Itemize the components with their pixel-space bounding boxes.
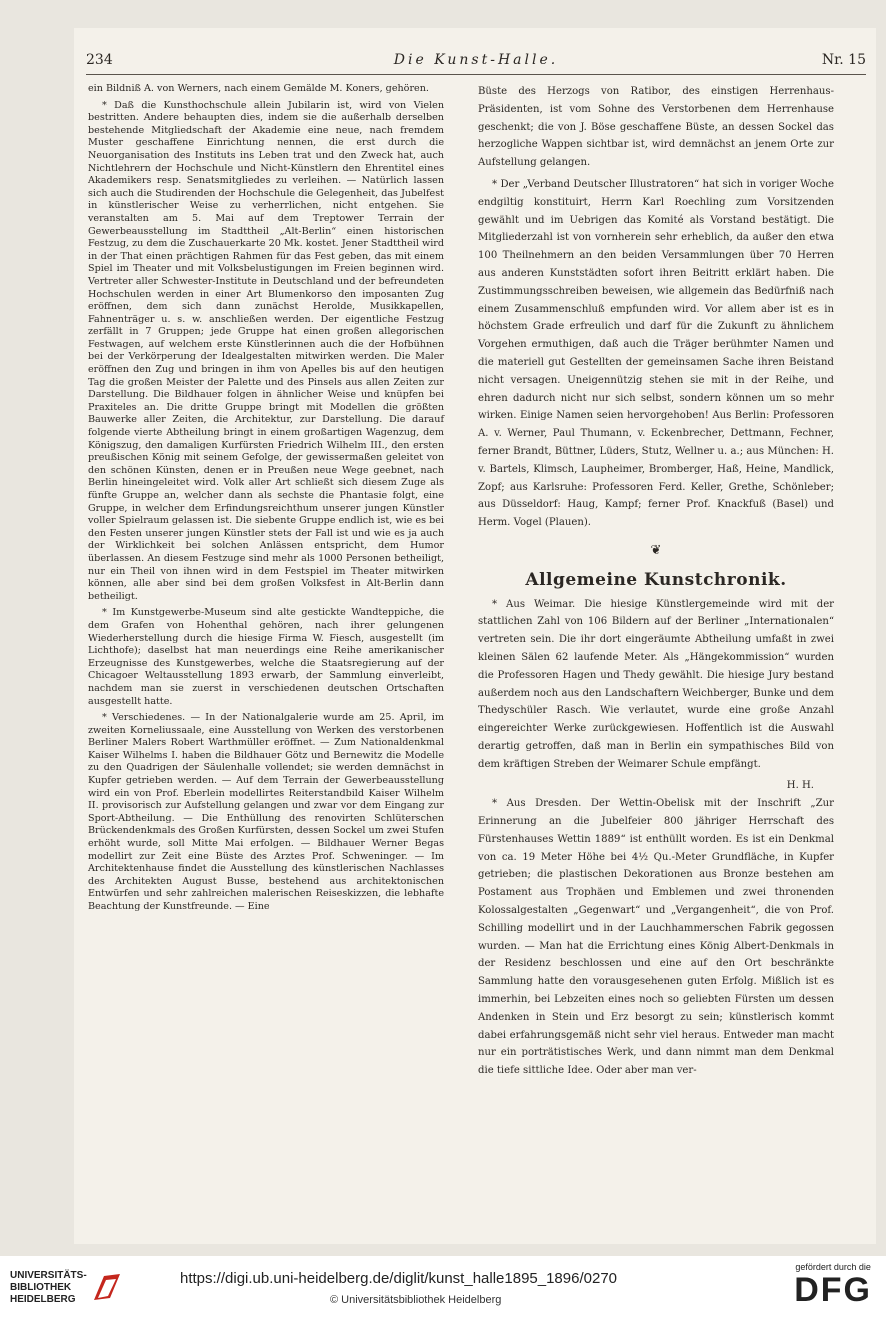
paragraph: ein Bildniß A. von Werners, nach einem Gemälde M. Koners, gehören. [88,83,429,94]
permalink-url[interactable]: https://digi.ub.uni-heidelberg.de/diglit/kunst_halle1895_1896/0270 [180,1270,617,1287]
journal-title: Die Kunst-Halle. [393,52,559,68]
issue-number: Nr. 15 [821,52,866,68]
header-rule [86,74,866,75]
library-logo [10,1270,87,1306]
author-signature: H. H. [786,780,814,792]
dfg-logo [794,1262,872,1308]
paragraph: * Der „Verband Deutscher Illustratoren“ hat sich in voriger Woche endgiltig konstituirt, Herrn Karl Roechling zum Vorsitzenden gewählt und im Uebrigen das Komité als Vorstand bestätigt. Die Mitgliederzahl ist von vornherein sehr erheblich, da außer den etwa 100 Theilnehmern an den beiden Versammlungen über 70 Herren aus anderen Kunststädten sofort ihren Beitritt erklärt haben. Die Zustimmungsschreiben beweisen, wie allgemein das Bedürfniß nach einem Zusammenschluß empfunden wird. Vor allem aber ist es in höchstem Grade erfreulich und darf für die Zukunft zu ähnlichem Vorgehen ermuthigen, daß auch die Träger berühmter Namen und die materiell gut Gestellten der gemeinsamen Sache ihren Beistand nicht versagen. Uneigennützig stehen sie mit in der Reihe, und ehren dadurch nicht nur sich selbst, sondern können um so mehr wirken. Einige Namen seien hervorgehoben! Aus Berlin: Professoren A. v. Werner, Paul Thumann, v. Eckenbrecher, Dettmann, Fechner, ferner Brandt, Büttner, Lüders, Stutz, Wellner u. a.; aus München: H. v. Bartels, Klimsch, Laupheimer, Bromberger, Haß, Heine, Mandlick, Zopf; aus Karlsruhe: Professoren Ferd. Keller, Grethe, Schönleber; aus Düsseldorf: Haug, Kampf; ferner Prof. Knackfuß (Basel) und Herm. Vogel (Plauen). [478,178,834,529]
paragraph: Büste des Herzogs von Ratibor, des einstigen Herrenhaus-Präsidenten, ist vom Sohne des Verstorbenen dem Herrenhause geschenkt; die von J. Böse geschaffene Büste, an dessen Sockel das herzogliche Wappen sichtbar ist, wird demnächst an jenem Orte zur Aufstellung gelangen. [478,86,834,169]
scanned-page [74,28,876,1244]
library-emblem-icon [90,1272,124,1302]
paragraph: * Aus Weimar. Die hiesige Künstlergemeinde wird mit der stattlichen Zahl von 106 Bildern auf der Berliner „Internationalen“ vertreten sein. Die ihr dort eingeräumte Abtheilung umfaßt in zwei kleinen Sälen 62 laufende Meter. Als „Hängekommission“ wurden die Professoren Hagen und Thedy gewählt. Die hiesige Jury bestand außerdem noch aus den Landschaftern Weichberger, Bunke und dem Thedyschüler Rasch. Wie verlautet, wurde eine große Anzahl eingereichter Werke zurückgewiesen. Hoffentlich ist die Auswahl derartig getroffen, daß man in Berlin ein sympathisches Bild von dem kräftigen Streben der Weimarer Schule empfängt. [478,598,834,770]
page-number: 234 [86,52,113,68]
left-column [88,83,444,918]
footer-bar [0,1256,886,1323]
dfg-wordmark: DFG [794,1271,872,1309]
copyright-notice: © Universitätsbibliothek Heidelberg [330,1294,502,1306]
running-header [86,50,866,72]
right-column [478,83,834,1084]
paragraph: * Im Kunstgewerbe-Museum sind alte gestickte Wandteppiche, die dem Grafen von Hohenthal gehören, nach ihrer gelungenen Wiederherstellung durch die hiesige Firma W. Fiesch, ausgestellt (im Lichthofe); daselbst hat man neuerdings eine Reihe amerikanischer Erzeugnisse des Kunstgewerbes, welche die Staatsregierung auf der Chicagoer Weltausstellung 1893 erwarb, der Sammlung einverleibt, nachdem man sie zuerst in verschiedenen deutschen Ortschaften ausgestellt hatte. [88,607,444,707]
library-name-line: BIBLIOTHEK [10,1282,72,1293]
paragraph: * Daß die Kunsthochschule allein Jubilarin ist, wird von Vielen bestritten. Andere behaupten dies, indem sie die außerhalb derselben bestehende Mitgliedschaft der Akademie eine neue, nach fremdem Muster geschaffene Einrichtung nennen, die erst durch die Neuorganisation des Instituts ins Leben trat und den Zweck hat, auch Nichtlehrern der Hochschule und Nicht-Künstlern den Ehrentitel eines Akademikers resp. Senatsmitgliedes zu verleihen. — Natürlich lassen sich auch die Studirenden der Hochschule die Gelegenheit, das Jubelfest in künstlerischer Weise zu verherrlichen, nicht entgehen. Sie veranstalten am 5. Mai auf dem Treptower Terrain der Gewerbeausstellung im Stadttheil „Alt-Berlin“ einen historischen Festzug, zu dem die Zuschauerkarte 20 Mk. kostet. Jener Stadttheil wird in der That einen prächtigen Rahmen für das Fest geben, das mit einem Spiel im Theater und mit Volksbelustigungen im Freien beginnen wird. Vertreter aller Schwester-Institute in Deutschland und der befreundeten Hochschulen werden in einer Art Blumenkorso den imposanten Zug eröffnen, dem sich dann zunächst Herolde, Musikkapellen, Fahnenträger u. s. w. anschließen werden. Der eigentliche Festzug zerfällt in 7 Gruppen; jede Gruppe hat einen großen allegorischen Festwagen, auf welchem erste Künstlerinnen auch die der Hofbühnen bei der Verkörperung der Idealgestalten mitwirken werden. Die Maler eröffnen den Zug und bringen in ihm von Apelles bis auf den heutigen Tag die großen Meister der Palette und des Pinsels aus allen Zeiten zur Darstellung. Die Bildhauer folgen in ähnlicher Weise und knüpfen bei Praxiteles an. Die dritte Gruppe bringt mit Modellen die größten Bauwerke aller Zeiten, die Architektur, zur Darstellung. Die darauf folgende vierte Abtheilung bringt in einem großartigen Wagenzug, dem Königszug, den damaligen Kurfürsten Friedrich Wilhelm III., den ersten preußischen König mit seinem Gefolge, der gewissermaßen geleitet von den schönen Künsten, denen er in Preußen neue Wege geebnet, nach Berlin hineingeleitet wird. Volk aller Art schließt sich diesem Zuge als fünfte Gruppe an, welcher dann als sechste die Phantasie folgt, eine Gruppe, in welcher dem Erfindungsreichthum unserer jungen Künstler voller Spielraum gelassen ist. Die siebente Gruppe endlich ist, wie es bei den Festen unserer jungen Künstler stets der Fall ist und wie es ja auch der Wirklichkeit bei solchen Anlässen entspricht, dem Humor überlassen. An diesem Festzuge sind mehr als 1000 Personen betheiligt, nur ein Theil von ihnen wird in dem Festspiel im Theater mitwirken können, alle aber sind bei dem großen Volksfest in Alt-Berlin dann betheiligt. [88,99,444,602]
library-name-line: UNIVERSITÄTS- [10,1270,87,1281]
section-title: Allgemeine Kunstchronik. [525,569,787,590]
library-name-line: HEIDELBERG [10,1294,76,1305]
paragraph: * Verschiedenes. — In der Nationalgalerie wurde am 25. April, im zweiten Korneliussaale, eine Ausstellung von Werken des verstorbenen Berliner Malers Robert Warthmüller eröffnet. — Zum Nationaldenkmal Kaiser Wilhelms I. haben die Bildhauer Götz und Bernewitz die Modelle zu den Quadrigen der Säulenhalle vollendet; sie werden demnächst in Kupfer getrieben werden. — Auf dem Terrain der Gewerbeausstellung wird ein von Prof. Eberlein modellirtes Reiterstandbild Kaiser Wilhelm II. provisorisch zur Aufstellung gelangen und zwar vor dem Eingang zur Sport-Abtheilung. — Die Enthüllung des renovirten Schlüterschen Brückendenkmals des Großen Kurfürsten, dessen Sockel um zwei Stufen erhöht wurde, soll Mitte Mai erfolgen. — Bildhauer Werner Begas modellirt zur Zeit eine Büste des Arztes Prof. Schweninger. — Im Architektenhause findet die Ausstellung des künstlerischen Nachlasses des Architekten August Busse, bestehend aus architektonischen Entwürfen und sehr zahlreichen malerischen Reiseskizzen, die lebhafte Beachtung der Kunstfreunde. — Eine [88,712,444,912]
funded-by-label: gefördert durch die [795,1262,871,1272]
fleuron-ornament: ❦ [650,542,662,558]
paragraph: * Aus Dresden. Der Wettin-Obelisk mit der Inschrift „Zur Erinnerung an die Jubelfeier 800 jähriger Herrschaft des Fürstenhauses Wettin 1889“ ist enthüllt worden. Es ist ein Denkmal von ca. 19 Meter Höhe bei 4½ Qu.-Meter Grundfläche, in Kupfer getrieben; die plastischen Dekorationen aus Bronze bestehen am Postament aus Trophäen und Emblemen und zwei thronenden Kolossalgestalten „Gegenwart“ und „Vergangenheit“, die von Prof. Schilling modellirt und in der Lauchhammerschen Fabrik gegossen wurden. — Man hat die Errichtung eines König Albert-Denkmals in der Residenz beschlossen und eine auf den Ort beschränkte Sammlung hatte den vorausgesehenen guten Erfolg. Mißlich ist es immerhin, bei Lebzeiten eines noch so geliebten Fürsten um dessen Andenken in Stein und Erz besorgt zu sein; künstlerisch kommt dabei erfahrungsgemäß nicht sehr viel heraus. Entweder man macht nur ein porträtistisches Werk, und dann nimmt man dem Denkmal die tiefe sittliche Idee. Oder aber man ver- [478,798,834,1077]
